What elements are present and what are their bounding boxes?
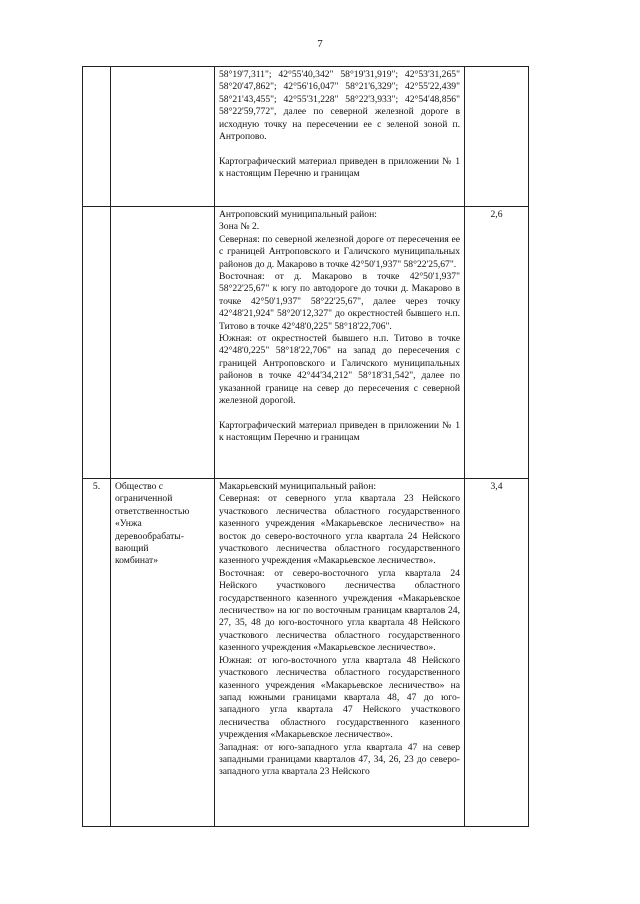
north-boundary: Северная: по северной железной дороге от пересечения ее с границей Антроповского и Галичского муниципальных районов до д. Макарово в точке 42°50'1,937" 58°22'25,67". <box>219 233 460 270</box>
organization-cell <box>111 479 215 827</box>
cartographic-note: Картографический материал приведен в приложении № 1 к настоящим Перечню и границам <box>219 419 460 444</box>
table-row <box>83 479 529 827</box>
paragraph-spacer <box>219 143 460 155</box>
organization-line: ответственностью <box>115 505 190 517</box>
district-heading: Антроповский муниципальный район: <box>219 209 377 220</box>
description-paragraph: 58°19'7,311"; 42°55'40,342" 58°19'31,919"; 42°53'31,265" 58°20'47,862"; 42°56'16,047" 58°21'6,329"; 42°55'22,439" 58°21'43,455"; 42°55'31,228" 58°22'3,933"; 42°54'48,856" 58°22'59,772", далее по северной железной дороге в исходную точку на пересечении ее с зеленой зоной п. Антропово. <box>219 69 460 143</box>
organization-line: деревообрабаты- <box>115 530 184 542</box>
page-number: 7 <box>317 38 323 50</box>
south-boundary: Южная: от юго-восточного угла квартала 48 Нейского участкового лесничества областного государственного казенного учреждения «Макарьевское лесничество» на запад южными границами квартала 48, 47 до юго-западного угла квартала 47 Нейского участкового лесничества областного государственного казенного учреждения «Макарьевское лесничество». <box>219 654 460 741</box>
row-number: 5. <box>92 481 101 492</box>
description-cell <box>215 207 465 479</box>
zone-label: Зона № 2. <box>219 221 260 233</box>
description-cell <box>215 67 465 207</box>
area-cell <box>465 479 529 827</box>
table-row <box>83 67 529 207</box>
area-value: 3,4 <box>490 481 503 492</box>
row-number-cell <box>83 67 111 207</box>
north-boundary: Северная: от северного угла квартала 23 Нейского участкового лесничества областного государственного казенного учреждения «Макарьевское лесничество» на восток до северо-восточного угла квартала 24 Нейского участкового лесничества областного государственного казенного учреждения «Макарьевское лесничество». <box>219 493 460 567</box>
paragraph-spacer <box>219 408 460 420</box>
district-heading: Макарьевский муниципальный район: <box>219 481 376 492</box>
row-number-cell <box>83 207 111 479</box>
organization-line: «Унжа <box>115 518 142 530</box>
east-boundary: Восточная: от д. Макарово в точке 42°50'1,937" 58°22'25,67" к югу по автодороге до точки д. Макарово в точке 42°50'1,937" 58°22'25,67", далее через точку 42°48'21,924" 58°20'12,327" до окрестностей бывшего н.п. Титово в точке 42°48'0,225" 58°18'22,706". <box>219 271 460 332</box>
boundaries-table <box>82 66 529 827</box>
organization-line: комбинат» <box>115 555 159 567</box>
organization-line: Общество с <box>115 481 164 492</box>
table-row <box>83 207 529 479</box>
area-value: 2,6 <box>490 209 503 220</box>
organization-cell <box>111 207 215 479</box>
area-cell <box>465 67 529 207</box>
west-boundary: Западная: от юго-западного угла квартала 47 на север западными границами кварталов 47, 34, 26, 23 до северо-западного угла квартала 23 Нейского <box>219 741 460 778</box>
east-boundary: Восточная: от северо-восточного угла квартала 24 Нейского участкового лесничества областного государственного казенного учреждения «Макарьевское лесничество» на юг по восточным границам кварталов 24, 27, 35, 48 до юго-восточного угла квартала 48 Нейского участкового лесничества областного государственного казенного учреждения «Макарьевское лесничество». <box>219 567 460 654</box>
organization-line: вающий <box>115 543 149 555</box>
description-cell <box>215 479 465 827</box>
area-cell <box>465 207 529 479</box>
organization-cell <box>111 67 215 207</box>
row-number-cell <box>83 479 111 827</box>
south-boundary: Южная: от окрестностей бывшего н.п. Титово в точке 42°48'0,225" 58°18'22,706" на запад до пересечения с границей Антроповского и Галичского муниципальных районов в точке 42°44'34,212" 58°18'31,542", далее по указанной границе на север до пересечения с северной железной дорогой. <box>219 333 460 407</box>
organization-line: ограниченной <box>115 493 173 505</box>
cartographic-note: Картографический материал приведен в приложении № 1 к настоящим Перечню и границам <box>219 155 460 180</box>
